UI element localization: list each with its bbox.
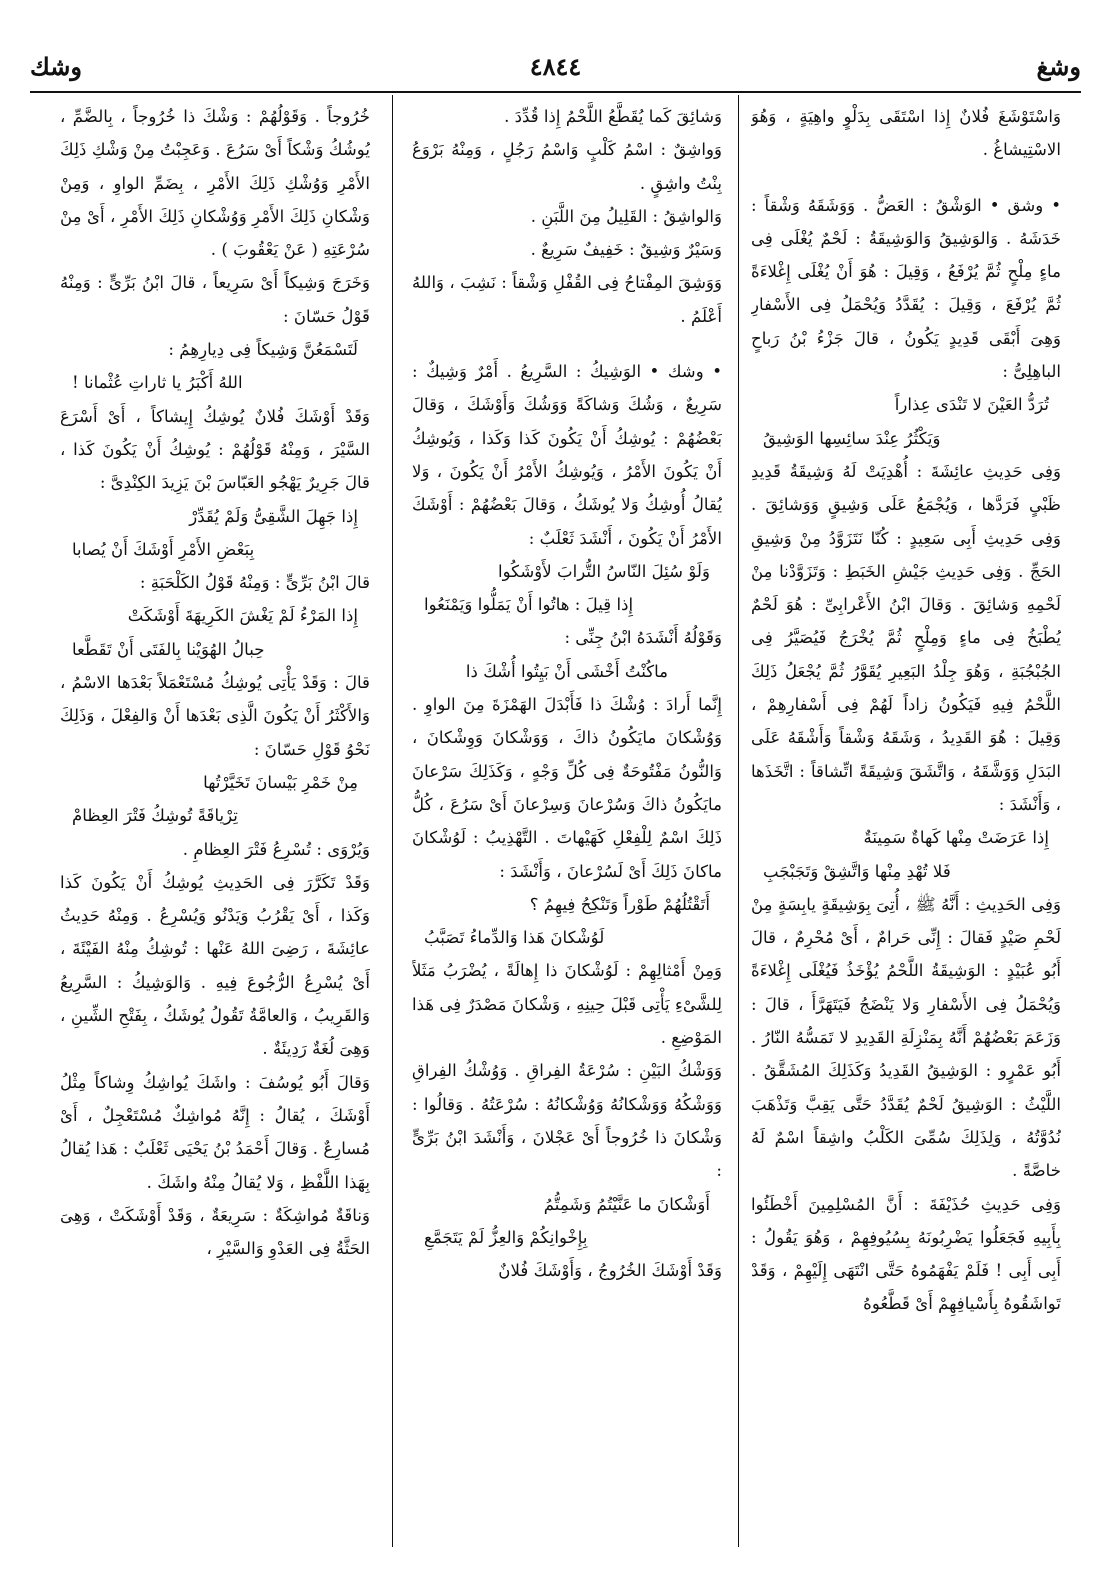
verse-line: بِإِخْوانِكُمْ وَالعِزُّ لَمْ يَتَجَمَّعِ <box>424 1227 588 1247</box>
verse-line: تُرَدُّ العَيْنَ لا تَنْدَى عِذاراً <box>894 395 1049 415</box>
paragraph: وَالواشِقُ : القَلِيلُ مِنَ اللَّبَنِ . <box>530 206 722 226</box>
paragraph: وَوَشْكُ البَيْنِ : سُرْعَةُ الفِراقِ . وَوُشْكُ الفِراقِ وَوَشْكُهُ وَوَشْكانُهُ وَوُشْكانُهُ : سُرْعَتُهُ . وَقالُوا : وَشْكانَ ذا خُرُوجاً أَىْ عَجْلانَ ، وَأَنْشَدَ ابْنُ بَرِّىٍّ : <box>412 1061 722 1181</box>
verse-line: إِذا جَهِلَ الشَّقِىُّ وَلَمْ يُقَدِّرْ <box>189 506 358 526</box>
paragraph: قالَ ابْنُ بَرِّىٍّ : وَمِنْهُ قَوْلُ الكَلْحَبَةِ : <box>139 573 370 593</box>
entry-gap <box>412 333 722 355</box>
verse-line: إِذا عَرَضَتْ مِنْها كَهاةٌ سَمِينَةٌ <box>863 828 1049 848</box>
column-middle <box>412 100 722 1545</box>
paragraph: وَواشِقٌ : اسْمُ كَلْبٍ وَاسْمُ رَجُلٍ ، وَمِنْهُ بَرْوَعُ بِنْتُ واشِقٍ . <box>412 140 722 193</box>
entry-wshq: • وشق • الوَشْقُ : العَضُّ . وَوَشَقَهُ وَشْقاً : خَدَشَهُ . وَالوَشِيقُ وَالوَشِيقَةُ : لَحْمٌ يُغْلَى فِى ماءٍ مِلْحٍ ثُمَّ يُرْفَعُ ، وَقِيلَ : هُوَ أَنْ يُغْلَى إِغْلاءَةً ثُمَّ يُرْفَعَ ، وَقِيلَ : يُقَدَّدُ وَيُحْمَلُ فِى الأَسْفارِ وَهِىَ أَبْقَى قَدِيدٍ يَكُونُ ، قالَ جَزْءُ بْنُ رَباحٍ الباهِلِىُّ : <box>751 195 1061 382</box>
paragraph: وَاسْتَوْشَغَ فُلانٌ إِذا اسْتَقَى بِدَلْوٍ واهِيَةٍ ، وَهُوَ الاسْتِيشاغُ . <box>751 107 1061 160</box>
paragraph: وَقَدْ تَكَرَّرَ فِى الحَدِيثِ يُوشِكُ أَنْ يَكُونَ كَذا وَكَذا ، أَىْ يَقْرُبُ وَيَدْنُو وَيُسْرِعُ . وَمِنْهُ حَدِيثُ عائِشَةَ ، رَضِىَ اللهُ عَنْها : تُوشِكُ مِنْهُ الفَيْئَةَ ، أَىْ يُسْرِعُ الرُّجُوعَ فِيهِ . وَالوَشِيكُ : السَّرِيعُ وَالقَرِيبُ ، وَالعامَّةُ تَقُولُ يُوشَكُ ، بِفَتْحِ الشِّينِ ، وَهِىَ لُغَةٌ رَدِيئَةٌ . <box>60 872 370 1059</box>
paragraph: قالَ : وَقَدْ يَأْتِى يُوشِكُ مُسْتَعْمَلاً بَعْدَها الاسْمُ ، وَالأَكْثَرُ أَنْ يَكُونَ الَّذِى بَعْدَها أَنْ وَالفِعْلَ ، وَذَلِكَ نَحْوُ قَوْلِ حَسّانَ : <box>60 673 370 759</box>
verse-line: إِذا قِيلَ : هاتُوا أَنْ يَمَلُّوا وَيَمْنَعُوا <box>424 595 634 615</box>
paragraph: وَخَرَجَ وَشِيكاً أَىْ سَرِيعاً ، قالَ ابْنُ بَرِّىٍّ : وَمِنْهُ قَوْلُ حَسّانَ : <box>60 273 370 326</box>
column-divider-right <box>738 95 739 1547</box>
verse-line: إِذا المَرْءُ لَمْ يَغْشَ الكَرِيهَةَ أَوْشَكَتْ <box>127 606 358 626</box>
paragraph: وَشائِقَ كَما يُقَطَّعُ اللَّحْمُ إِذا قُدِّدَ . <box>504 107 722 126</box>
paragraph: إِنَّما أَرادَ : وُشْكَ ذا فَأَبْدَلَ الهَمْزَةَ مِنَ الواوِ . وَوُشْكانَ مايَكُونُ ذاكَ ، وَوَشْكانَ وَوِشْكانَ ، وَالنُّونُ مَفْتُوحَةٌ فِى كُلِّ وَجْهٍ ، وَكَذَلِكَ سَرْعانَ مايَكُونُ ذاكَ وَسُرْعانَ وَسِرْعانَ أَىْ سَرُعَ ، كُلُّ ذَلِكَ اسْمٌ لِلْفِعْلِ كَهَيْهاتَ . التَّهْذِيبُ : لَوُشْكانَ ماكانَ ذَلِكَ أَىْ لَسُرْعانَ ، وَأَنْشَدَ : <box>412 695 722 881</box>
paragraph: وَفِى حَدِيثِ عائِشَةَ : أُهْدِيَتْ لَهُ وَشِيقَةُ قَدِيدِ ظَبْىٍ فَرَدَّها ، وَيُجْمَعُ عَلَى وَشِيقٍ وَوَشائِقَ . وَفِى حَدِيثِ أَبِى سَعِيدٍ : كُنّا نَتَزَوَّدُ مِنْ وَشِيقِ الحَجِّ . وَفِى حَدِيثِ جَيْشِ الخَبَطِ : وَتَزَوَّدْنا مِنْ لَحْمِهِ وَشائِقَ . وَقالَ ابْنُ الأَعْرابِىِّ : هُوَ لَحْمٌ يُطْبَخُ فِى ماءٍ وَمِلْحٍ ثُمَّ يُخْرَجُ فَيُصَيَّرُ فِى الجُبْجُبَةِ ، وَهُوَ جِلْدُ البَعِيرِ يُقَوَّرُ ثُمَّ يُجْعَلُ ذَلِكَ اللَّحْمُ فِيهِ فَيَكُونُ زاداً لَهُمْ فِى أَسْفارِهِمْ ، وَقِيلَ : هُوَ القَدِيدُ ، وَشَقَهُ وَشْقاً وَأَشْقَهُ عَلَى البَدَلِ وَوَشَّقَهُ ، وَاتَّشَقَ وَشِيقَةً اتِّشاقاً : اتَّخَذَها ، وَأَنْشَدَ : <box>751 461 1061 814</box>
paragraph: وَفِى حَدِيثِ حُذَيْفَةَ : أَنَّ المُسْلِمِينَ أَخْطَئُوا بِأَبِيهِ فَجَعَلُوا يَضْرِبُونَهُ بِسُيُوفِهِمْ ، وَهُوَ يَقُولُ : أَبِى أَبِى ! فَلَمْ يَفْهَمُوهُ حَتَّى انْتَهَى إِلَيْهِمْ ، وَقَدْ تَواشَقُوهُ بِأَسْيافِهِمْ أَىْ قَطَّعُوهُ <box>751 1194 1061 1314</box>
verse-line: بِبَعْضِ الأَمْرِ أَوْشَكَ أَنْ يُصابا <box>72 539 255 559</box>
verse-line: وَيَكْثُرُ عِنْدَ سائِسِها الوَشِيقُ <box>763 428 941 448</box>
verse-line: أَوَشْكانَ ما عَنَّيْتُمُ وَشَمِتُّمُ <box>543 1194 710 1214</box>
paragraph: وَسَيْرٌ وَشِيقٌ : خَفِيفٌ سَرِيعٌ . <box>530 240 722 260</box>
verse-line: ماكُنْتُ أَخْشَى أَنْ بَيِتُوا أُشْكَ ذا <box>465 661 669 681</box>
verse-line: مِنْ خَمْرِ بَيْسانَ تَخَيَّرْتُها <box>203 772 358 792</box>
verse-line: وَلَوْ سُئِلَ النّاسُ التُّرابَ لأَوْشَكُوا <box>498 561 710 581</box>
paragraph: وَقَوْلُهُ أَنْشَدَهُ ابْنُ جِنِّى : <box>564 628 722 648</box>
paragraph: وَقالَ أَبُو يُوسُفَ : واشَكَ يُواشِكُ وِشاكاً مِثْلُ أَوْشَكَ ، يُقالُ : إِنَّهُ مُواشِكٌ مُسْتَعْجِلٌ ، أَىْ مُسارِعٌ . وَقالَ أَحْمَدُ بْنُ يَحْيَى ثَعْلَبٌ : هَذا يُقالُ بِهَذا اللَّفْظِ ، وَلا يُقالُ مِنْهُ واشَكَ . <box>60 1072 370 1192</box>
verse-line: فَلا تُهْدِ مِنْها وَاتَّشِقْ وَتَجَبْجَبِ <box>763 861 951 881</box>
verse-line: حِبالُ الهُوَيْنا بِالفَتَى أَنْ تَقَطَّعا <box>72 639 265 659</box>
verse-line: لَوُشْكانَ هَذا وَالدِّماءُ تَصَبَّبُ <box>424 928 605 948</box>
paragraph: وَفِى الحَدِيثِ : أَنَّهُ ﷺ ، أُتِىَ بِوَشِيقَةٍ يابِسَةٍ مِنْ لَحْمِ صَيْدٍ فَقالَ : إِنِّى حَرامٌ ، أَىْ مُحْرِمٌ ، قالَ أَبُو عُبَيْدٍ : الوَشِيقَةُ اللَّحْمُ يُؤْخَذُ فَيُغْلَى إِغْلاءَةً وَيُحْمَلُ فِى الأَسْفارِ وَلا يَنْضَجُ فَيَتَهَرَّأَ ، قالَ : وَزَعَمَ بَعْضُهُمْ أَنَّهُ بِمَنْزِلَةِ القَدِيدِ لا تَمَسُّهُ النّارُ . أَبُو عَمْرٍو : الوَشِيقُ القَدِيدُ وَكَذَلِكَ المُشَقَّقُ . اللَّيْثُ : الوَشِيقُ لَحْمٌ يُقَدَّدُ حَتَّى يَقِبَّ وَتَذْهَبَ نُدُوَّتُهُ ، وَلِذَلِكَ سُمِّىَ الكَلْبُ واشِقاً اسْمٌ لَهُ خاصَّةً . <box>751 894 1061 1181</box>
header-left-word: وشك <box>30 52 82 81</box>
paragraph: خُرُوجاً . وَقَوْلُهُمْ : وَشْكَ ذا خُرُوجاً ، بِالضَّمِّ ، يُوشُكُ وَشْكاً أَىْ سَرُعَ . وَعَجِبْتُ مِنْ وَشْكِ ذَلِكَ الأَمْرِ وَوُشْكِ ذَلِكَ الأَمْرِ ، بِضَمِّ الواوِ ، وَمِنْ وَشْكانِ ذَلِكَ الأَمْرِ وَوُشْكانِ ذَلِكَ الأَمْرِ ، أَىْ مِنْ سُرْعَتِهِ ( عَنْ يَعْقُوبَ ) . <box>60 107 370 260</box>
paragraph: وَمِنْ أَمْثالِهِمْ : لَوُشْكانَ ذا إِهالَةً ، يُضْرَبُ مَثَلاً لِلشَّىْءِ يَأْتِى قَبْلَ حِينِهِ ، وَشْكانَ مَصْدَرٌ فِى هَذا المَوْضِعِ . <box>412 961 722 1048</box>
paragraph: وَيُرْوَى : تُسْرِعُ فَتْرَ العِظامِ . <box>182 839 370 859</box>
column-right <box>751 100 1061 1545</box>
paragraph: وَقَدْ أَوْشَكَ فُلانٌ يُوشِكُ إِيشاكاً ، أَىْ أَسْرَعَ السَّيْرَ ، وَمِنْهُ قَوْلُهُمْ : يُوشِكُ أَنْ يَكُونَ كَذا ، قالَ جَرِيرٌ يَهْجُو العَبّاسَ بْنَ يَزِيدَ الكِنْدِىَّ : <box>60 406 370 493</box>
page-number: ٤٨٤٤ <box>529 52 582 81</box>
column-left <box>60 100 370 1545</box>
verse-line: اللهُ أَكْبَرُ يا ثاراتِ عُثْمانا ! <box>72 373 243 393</box>
paragraph: وَناقَةٌ مُواشِكَةٌ : سَرِيعَةٌ ، وَقَدْ أَوْشَكَتْ ، وَهِىَ الحَثَّةُ فِى العَدْوِ وَالسَّيْرِ ، <box>60 1205 370 1259</box>
verse-line: لَتَسْمَعُنَّ وَشِيكاً فِى دِيارِهِمُ : <box>168 340 358 360</box>
paragraph: وَوَشِقَ المِفْتاحُ فِى القُفْلِ وَشْقاً : نَشِبَ ، وَاللهُ أَعْلَمُ . <box>412 273 722 326</box>
entry-wshk: • وشك • الوَشِيكُ : السَّرِيعُ . أَمْرٌ وَشِيكٌ : سَرِيعٌ ، وَشُكَ وَشاكَةً وَوَشُكَ وَأَوْشَكَ ، وَقالَ بَعْضُهُمْ : يُوشِكُ أَنْ يَكُونَ كَذا وَكَذا ، وَيُوشِكُ أَنْ يَكُونَ الأَمْرُ ، وَيُوشِكُ الأَمْرُ أَنْ يَكُونَ ، وَلا يُقالُ أُوشِكُ وَلا يُوشَكُ ، وَقالَ بَعْضُهُمْ : أَوْشَكَ الأَمْرُ أَنْ يَكُونَ ، أَنْشَدَ ثَعْلَبٌ : <box>412 362 722 548</box>
verse-line: تِرْياقَةً تُوشِكُ فَتْرَ العِظامْ <box>72 806 238 826</box>
paragraph: وَقَدْ أَوْشَكَ الخُرُوجُ ، وَأَوْشَكَ فُلانٌ <box>498 1261 722 1281</box>
header-right-word: وشغ <box>1036 52 1081 81</box>
column-divider-left <box>392 95 393 1547</box>
verse-line: أَتَقْتُلُهُمْ طَوْراً وَتَنْكِحُ فِيهِمُ ؟ <box>529 894 710 914</box>
entry-gap <box>751 167 1061 189</box>
page-header <box>30 52 1081 88</box>
header-rule <box>30 91 1081 93</box>
